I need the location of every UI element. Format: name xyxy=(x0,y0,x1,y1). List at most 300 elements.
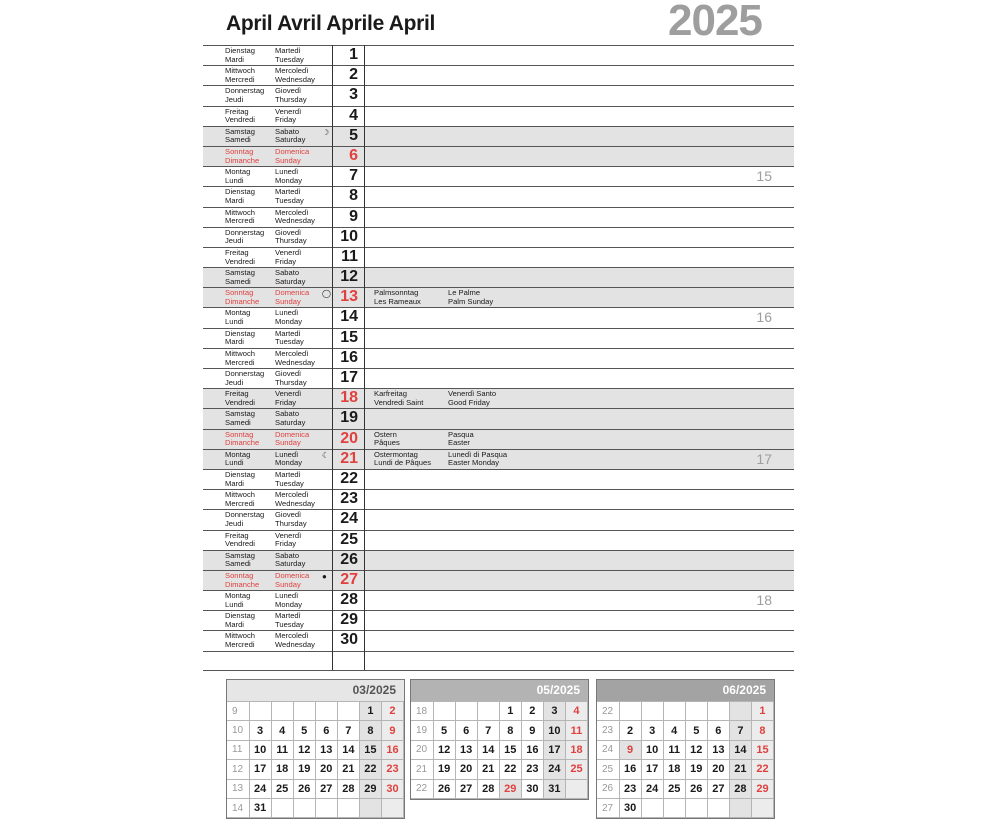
calendar-day-cell[interactable]: 7 xyxy=(729,721,751,740)
day-row[interactable] xyxy=(203,430,794,450)
week-row xyxy=(411,760,588,779)
weekday-it: Venerdì xyxy=(275,530,302,540)
day-row[interactable] xyxy=(203,228,794,248)
calendar-day-cell[interactable]: 11 xyxy=(663,740,685,759)
week-row xyxy=(597,740,774,759)
calendar-day-cell[interactable] xyxy=(455,702,477,721)
day-number: 11 xyxy=(341,247,358,265)
weekday-it-en xyxy=(275,491,315,508)
weekday-it: Lunedì xyxy=(275,591,299,601)
weekday-de-fr xyxy=(225,67,255,84)
calendar-day-cell[interactable]: 6 xyxy=(315,721,337,740)
weekday-it-en xyxy=(275,209,315,226)
calendar-day-cell[interactable]: 18 xyxy=(565,740,587,759)
calendar-day-cell[interactable] xyxy=(707,798,729,817)
calendar-day-cell[interactable]: 22 xyxy=(359,760,381,779)
calendar-day-cell[interactable]: 3 xyxy=(641,721,663,740)
calendar-day-cell[interactable]: 29 xyxy=(499,779,521,798)
weekday-de: Samstag xyxy=(225,550,255,560)
calendar-day-cell[interactable]: 20 xyxy=(707,760,729,779)
weekday-it-en xyxy=(275,451,302,468)
holiday-fr: Lundi de Pâques xyxy=(374,458,432,468)
day-number: 3 xyxy=(349,86,358,104)
day-row[interactable] xyxy=(203,531,794,551)
day-number-cell xyxy=(332,65,365,86)
weekday-it-en xyxy=(275,390,301,407)
week-number: 26 xyxy=(597,779,619,798)
day-number: 20 xyxy=(340,429,358,447)
calendar-day-cell[interactable]: 9 xyxy=(381,721,403,740)
calendar-day-cell[interactable]: 7 xyxy=(337,721,359,740)
calendar-day-cell[interactable]: 21 xyxy=(477,760,499,779)
day-number-cell xyxy=(332,651,365,670)
day-number-cell xyxy=(332,45,365,66)
calendar-day-cell[interactable]: 22 xyxy=(499,760,521,779)
day-row[interactable] xyxy=(203,631,794,651)
calendar-day-cell[interactable] xyxy=(337,702,359,721)
weekday-de-fr xyxy=(225,148,259,165)
calendar-day-cell[interactable]: 22 xyxy=(751,760,773,779)
weekday-de: Freitag xyxy=(225,389,249,399)
weekday-en: Saturday xyxy=(275,276,306,286)
week-row xyxy=(597,779,774,798)
calendar-day-cell[interactable]: 26 xyxy=(685,779,707,798)
calendar-day-cell[interactable]: 10 xyxy=(641,740,663,759)
calendar-day-cell[interactable] xyxy=(729,798,751,817)
calendar-day-cell[interactable]: 24 xyxy=(543,760,565,779)
day-number-cell xyxy=(332,267,365,288)
weekday-fr: Jeudi xyxy=(225,236,244,246)
weekday-de-fr xyxy=(225,390,255,407)
day-row[interactable] xyxy=(203,490,794,510)
calendar-day-cell[interactable]: 25 xyxy=(663,779,685,798)
calendar-day-cell[interactable] xyxy=(271,798,293,817)
calendar-day-cell[interactable]: 15 xyxy=(359,740,381,759)
day-row[interactable] xyxy=(203,551,794,571)
calendar-day-cell[interactable]: 16 xyxy=(381,740,403,759)
weekday-en: Monday xyxy=(275,175,303,185)
weekday-fr: Mardi xyxy=(225,478,244,488)
calendar-day-cell[interactable]: 12 xyxy=(433,740,455,759)
day-number-cell xyxy=(332,489,365,510)
calendar-day-cell[interactable]: 24 xyxy=(249,779,271,798)
calendar-day-cell[interactable]: 25 xyxy=(565,760,587,779)
week-number: 9 xyxy=(227,702,249,721)
day-number-cell xyxy=(332,106,365,127)
calendar-day-cell[interactable]: 26 xyxy=(293,779,315,798)
day-row[interactable] xyxy=(203,329,794,349)
calendar-day-cell[interactable]: 6 xyxy=(707,721,729,740)
day-number-cell xyxy=(332,509,365,530)
weekday-it: Domenica xyxy=(275,146,310,156)
day-number-cell xyxy=(332,85,365,106)
weekday-it: Venerdì xyxy=(275,389,302,399)
day-row[interactable] xyxy=(203,268,794,288)
day-number-cell xyxy=(332,307,365,328)
weekday-de-fr xyxy=(225,451,250,468)
holiday-it-en xyxy=(448,431,474,448)
calendar-day-cell[interactable]: 27 xyxy=(707,779,729,798)
weekday-fr: Lundi xyxy=(225,458,244,468)
weekday-it: Mercoledì xyxy=(275,66,309,76)
day-number: 10 xyxy=(340,227,358,245)
calendar-day-cell[interactable]: 23 xyxy=(619,779,641,798)
calendar-day-cell[interactable] xyxy=(293,702,315,721)
weekday-it: Venerdì xyxy=(275,247,302,257)
calendar-day-cell[interactable]: 14 xyxy=(477,740,499,759)
weekday-it-en xyxy=(275,188,304,205)
weekday-fr: Dimanche xyxy=(225,296,260,306)
calendar-day-cell[interactable] xyxy=(433,702,455,721)
calendar-day-cell[interactable]: 17 xyxy=(249,760,271,779)
weekday-de-fr xyxy=(225,511,264,528)
week-number: 18 xyxy=(411,702,433,721)
weekday-it-en xyxy=(275,572,309,589)
weekday-de-fr xyxy=(225,532,255,549)
day-number-cell xyxy=(332,186,365,207)
weekday-it: Sabato xyxy=(275,409,300,419)
weekday-it-en xyxy=(275,229,307,246)
calendar-day-cell[interactable] xyxy=(663,798,685,817)
weekday-it-en xyxy=(275,511,307,528)
day-number-cell xyxy=(332,570,365,591)
calendar-day-cell[interactable]: 5 xyxy=(685,721,707,740)
calendar-day-cell[interactable] xyxy=(729,702,751,721)
mini-calendar-title: 06/2025 xyxy=(597,680,774,701)
calendar-day-cell[interactable] xyxy=(271,702,293,721)
calendar-day-cell[interactable] xyxy=(359,798,381,817)
weekday-fr: Samedi xyxy=(225,135,251,145)
weekday-it-en xyxy=(275,612,304,629)
day-row[interactable] xyxy=(203,389,794,409)
day-number: 5 xyxy=(349,126,358,144)
calendar-day-cell[interactable]: 25 xyxy=(271,779,293,798)
weekday-de-fr xyxy=(225,552,255,569)
calendar-day-cell[interactable]: 10 xyxy=(543,721,565,740)
weekday-en: Monday xyxy=(275,458,303,468)
calendar-day-cell[interactable]: 23 xyxy=(381,760,403,779)
calendar-day-cell[interactable]: 19 xyxy=(433,760,455,779)
weekday-de-fr xyxy=(225,47,255,64)
day-number: 14 xyxy=(340,308,358,326)
day-row[interactable] xyxy=(203,127,794,147)
weekday-de-fr xyxy=(225,209,255,226)
day-number-cell xyxy=(332,207,365,228)
calendar-day-cell[interactable]: 14 xyxy=(337,740,359,759)
calendar-day-cell[interactable]: 19 xyxy=(293,760,315,779)
weekday-de-fr xyxy=(225,168,250,185)
day-number-cell xyxy=(332,227,365,248)
day-number-cell xyxy=(332,126,365,147)
day-row[interactable] xyxy=(203,349,794,369)
weekday-en: Sunday xyxy=(275,579,301,589)
calendar-day-cell[interactable]: 1 xyxy=(359,702,381,721)
weekday-it: Mercoledì xyxy=(275,207,309,217)
week-number: 18 xyxy=(756,592,772,609)
weekday-en: Thursday xyxy=(275,519,307,529)
day-number: 28 xyxy=(340,591,358,609)
weekday-de-fr xyxy=(225,632,255,649)
weekday-fr: Mardi xyxy=(225,54,244,64)
calendar-day-cell[interactable]: 3 xyxy=(543,702,565,721)
calendar-day-cell[interactable]: 19 xyxy=(685,760,707,779)
calendar-day-cell[interactable]: 13 xyxy=(455,740,477,759)
calendar-day-cell[interactable]: 30 xyxy=(521,779,543,798)
day-row[interactable] xyxy=(203,409,794,429)
weekday-it-en xyxy=(275,431,309,448)
calendar-day-cell[interactable]: 21 xyxy=(729,760,751,779)
calendar-day-cell[interactable] xyxy=(663,702,685,721)
day-number-cell xyxy=(332,449,365,470)
weekday-it: Lunedì xyxy=(275,308,299,318)
mini-calendar-title: 05/2025 xyxy=(411,680,588,701)
calendar-day-cell[interactable]: 9 xyxy=(521,721,543,740)
week-number: 11 xyxy=(227,740,249,759)
calendar-day-cell[interactable]: 17 xyxy=(641,760,663,779)
calendar-day-cell[interactable]: 4 xyxy=(663,721,685,740)
calendar-day-cell[interactable]: 8 xyxy=(359,721,381,740)
weekday-fr: Mercredi xyxy=(225,216,255,226)
calendar-day-cell[interactable] xyxy=(751,798,773,817)
calendar-day-cell[interactable]: 11 xyxy=(565,721,587,740)
day-number: 8 xyxy=(349,187,358,205)
weekday-de-fr xyxy=(225,87,264,104)
weekday-fr: Samedi xyxy=(225,276,251,286)
holiday-en: Palm Sunday xyxy=(448,296,494,306)
weekday-de-fr xyxy=(225,350,255,367)
weekday-fr: Mercredi xyxy=(225,498,255,508)
weekday-it-en xyxy=(275,67,315,84)
weekday-en: Tuesday xyxy=(275,478,304,488)
weekday-it: Mercoledì xyxy=(275,631,309,641)
calendar-day-cell[interactable]: 5 xyxy=(433,721,455,740)
calendar-day-cell[interactable]: 8 xyxy=(499,721,521,740)
weekday-de: Sonntag xyxy=(225,146,254,156)
calendar-day-cell[interactable]: 4 xyxy=(271,721,293,740)
calendar-day-cell[interactable]: 13 xyxy=(315,740,337,759)
day-row[interactable] xyxy=(203,107,794,127)
holiday-fr: Les Rameaux xyxy=(374,296,421,306)
day-row[interactable] xyxy=(203,208,794,228)
moon-phase-icon: ☽ xyxy=(322,127,330,137)
weekday-fr: Dimanche xyxy=(225,155,260,165)
calendar-day-cell[interactable]: 26 xyxy=(433,779,455,798)
day-row[interactable] xyxy=(203,571,794,591)
calendar-day-cell[interactable]: 15 xyxy=(499,740,521,759)
calendar-day-cell[interactable]: 23 xyxy=(521,760,543,779)
calendar-day-cell[interactable]: 3 xyxy=(249,721,271,740)
weekday-en: Friday xyxy=(275,115,297,125)
calendar-day-cell[interactable]: 6 xyxy=(455,721,477,740)
calendar-day-cell[interactable]: 18 xyxy=(663,760,685,779)
weekday-it: Domenica xyxy=(275,429,310,439)
calendar-day-cell[interactable]: 5 xyxy=(293,721,315,740)
calendar-day-cell[interactable]: 24 xyxy=(641,779,663,798)
calendar-day-cell[interactable]: 11 xyxy=(271,740,293,759)
day-number-cell xyxy=(332,247,365,268)
calendar-day-cell[interactable]: 12 xyxy=(293,740,315,759)
calendar-day-cell[interactable]: 2 xyxy=(381,702,403,721)
mini-calendar xyxy=(226,679,405,819)
weekday-it-en xyxy=(275,289,309,306)
calendar-day-cell[interactable] xyxy=(685,702,707,721)
calendar-day-cell[interactable] xyxy=(293,798,315,817)
holiday-en: Easter Monday xyxy=(448,458,500,468)
weekday-fr: Dimanche xyxy=(225,438,260,448)
calendar-day-cell[interactable]: 31 xyxy=(249,798,271,817)
weekday-it: Martedì xyxy=(275,46,301,55)
day-row[interactable] xyxy=(203,470,794,490)
day-row[interactable] xyxy=(203,369,794,389)
week-number: 10 xyxy=(227,721,249,740)
day-row[interactable] xyxy=(203,510,794,530)
week-number: 23 xyxy=(597,721,619,740)
calendar-day-cell[interactable]: 16 xyxy=(521,740,543,759)
calendar-day-cell[interactable]: 7 xyxy=(477,721,499,740)
weekday-en: Tuesday xyxy=(275,337,304,347)
day-row[interactable] xyxy=(203,167,794,187)
weekday-de-fr xyxy=(225,269,255,286)
calendar-day-cell[interactable] xyxy=(641,702,663,721)
calendar-day-cell[interactable]: 29 xyxy=(751,779,773,798)
weekday-en: Thursday xyxy=(275,377,307,387)
day-number: 21 xyxy=(340,449,358,467)
day-row[interactable] xyxy=(203,288,794,308)
day-number-cell xyxy=(332,530,365,551)
weekday-fr: Lundi xyxy=(225,317,244,327)
day-row[interactable] xyxy=(203,66,794,86)
calendar-day-cell[interactable]: 1 xyxy=(499,702,521,721)
calendar-day-cell[interactable] xyxy=(707,702,729,721)
day-row[interactable] xyxy=(203,46,794,66)
day-row[interactable] xyxy=(203,86,794,106)
weekday-de-fr xyxy=(225,612,255,629)
weekday-de: Montag xyxy=(225,308,251,318)
weekday-fr: Lundi xyxy=(225,175,244,185)
day-number: 2 xyxy=(349,66,358,84)
week-number: 19 xyxy=(411,721,433,740)
calendar-day-cell[interactable]: 10 xyxy=(249,740,271,759)
mini-calendar xyxy=(596,679,775,819)
moon-phase-icon: ◯ xyxy=(322,289,331,299)
day-row[interactable] xyxy=(203,187,794,207)
calendar-day-cell[interactable]: 28 xyxy=(477,779,499,798)
holiday-de: Karfreitag xyxy=(374,389,407,399)
weekday-it: Sabato xyxy=(275,126,300,136)
day-number: 7 xyxy=(349,167,358,185)
day-number-cell xyxy=(332,146,365,167)
weekday-fr: Jeudi xyxy=(225,95,244,105)
weekday-de: Sonntag xyxy=(225,570,254,580)
weekday-de: Mittwoch xyxy=(225,207,255,217)
calendar-day-cell[interactable]: 12 xyxy=(685,740,707,759)
calendar-day-cell[interactable]: 13 xyxy=(707,740,729,759)
day-number-cell xyxy=(332,429,365,450)
day-row[interactable] xyxy=(203,147,794,167)
weekday-it: Giovedì xyxy=(275,510,302,520)
calendar-day-cell[interactable] xyxy=(381,798,403,817)
calendar-day-cell[interactable] xyxy=(315,702,337,721)
calendar-day-cell[interactable]: 20 xyxy=(315,760,337,779)
day-row[interactable] xyxy=(203,591,794,611)
calendar-day-cell[interactable]: 20 xyxy=(455,760,477,779)
day-row[interactable] xyxy=(203,611,794,631)
calendar-day-cell[interactable]: 30 xyxy=(381,779,403,798)
day-row[interactable] xyxy=(203,308,794,328)
day-row[interactable] xyxy=(203,248,794,268)
day-row[interactable] xyxy=(203,450,794,470)
calendar-day-cell[interactable] xyxy=(641,798,663,817)
weekday-de: Donnerstag xyxy=(225,510,265,520)
day-number-cell xyxy=(332,550,365,571)
day-number: 29 xyxy=(340,611,358,629)
calendar-day-cell[interactable] xyxy=(685,798,707,817)
week-number: 14 xyxy=(227,798,249,817)
week-row xyxy=(597,760,774,779)
weekday-de: Samstag xyxy=(225,409,255,419)
calendar-day-cell[interactable]: 18 xyxy=(271,760,293,779)
weekday-de-fr xyxy=(225,370,264,387)
day-number-cell xyxy=(332,610,365,631)
week-row xyxy=(411,779,588,798)
calendar-day-cell[interactable]: 17 xyxy=(543,740,565,759)
calendar-day-cell[interactable]: 27 xyxy=(315,779,337,798)
calendar-day-cell[interactable]: 30 xyxy=(619,798,641,817)
calendar-day-cell[interactable]: 2 xyxy=(619,721,641,740)
week-row xyxy=(227,721,404,740)
week-number: 15 xyxy=(756,168,772,185)
weekday-it-en xyxy=(275,532,301,549)
calendar-day-cell[interactable]: 29 xyxy=(359,779,381,798)
holiday-it: Pasqua xyxy=(448,429,474,439)
calendar-day-cell[interactable]: 14 xyxy=(729,740,751,759)
calendar-day-cell[interactable]: 2 xyxy=(521,702,543,721)
calendar-day-cell[interactable]: 21 xyxy=(337,760,359,779)
day-number: 9 xyxy=(349,207,358,225)
weekday-fr: Vendredi xyxy=(225,397,255,407)
calendar-day-cell[interactable] xyxy=(249,702,271,721)
weekday-it: Martedì xyxy=(275,328,301,338)
weekday-de: Montag xyxy=(225,167,251,177)
calendar-day-cell[interactable]: 16 xyxy=(619,760,641,779)
calendar-day-cell[interactable]: 8 xyxy=(751,721,773,740)
weekday-de-fr xyxy=(225,592,250,609)
weekday-de-fr xyxy=(225,491,255,508)
calendar-day-cell[interactable]: 28 xyxy=(729,779,751,798)
calendar-day-cell[interactable] xyxy=(565,779,587,798)
weekday-en: Sunday xyxy=(275,296,301,306)
calendar-day-cell[interactable]: 31 xyxy=(543,779,565,798)
week-row xyxy=(597,721,774,740)
weekday-de: Mittwoch xyxy=(225,490,255,500)
calendar-day-cell[interactable] xyxy=(337,798,359,817)
weekday-de: Dienstag xyxy=(225,46,255,55)
day-number: 22 xyxy=(340,469,358,487)
weekday-it: Giovedì xyxy=(275,227,302,237)
calendar-day-cell[interactable]: 4 xyxy=(565,702,587,721)
weekday-de-fr xyxy=(225,330,255,347)
week-number: 16 xyxy=(756,309,772,326)
calendar-day-cell[interactable] xyxy=(477,702,499,721)
calendar-day-cell[interactable] xyxy=(619,702,641,721)
weekday-fr: Mercredi xyxy=(225,357,255,367)
calendar-day-cell[interactable] xyxy=(315,798,337,817)
calendar-day-cell[interactable]: 28 xyxy=(337,779,359,798)
calendar-day-cell[interactable]: 9 xyxy=(619,740,641,759)
calendar-day-cell[interactable]: 1 xyxy=(751,702,773,721)
calendar-day-cell[interactable]: 27 xyxy=(455,779,477,798)
calendar-day-cell[interactable]: 15 xyxy=(751,740,773,759)
